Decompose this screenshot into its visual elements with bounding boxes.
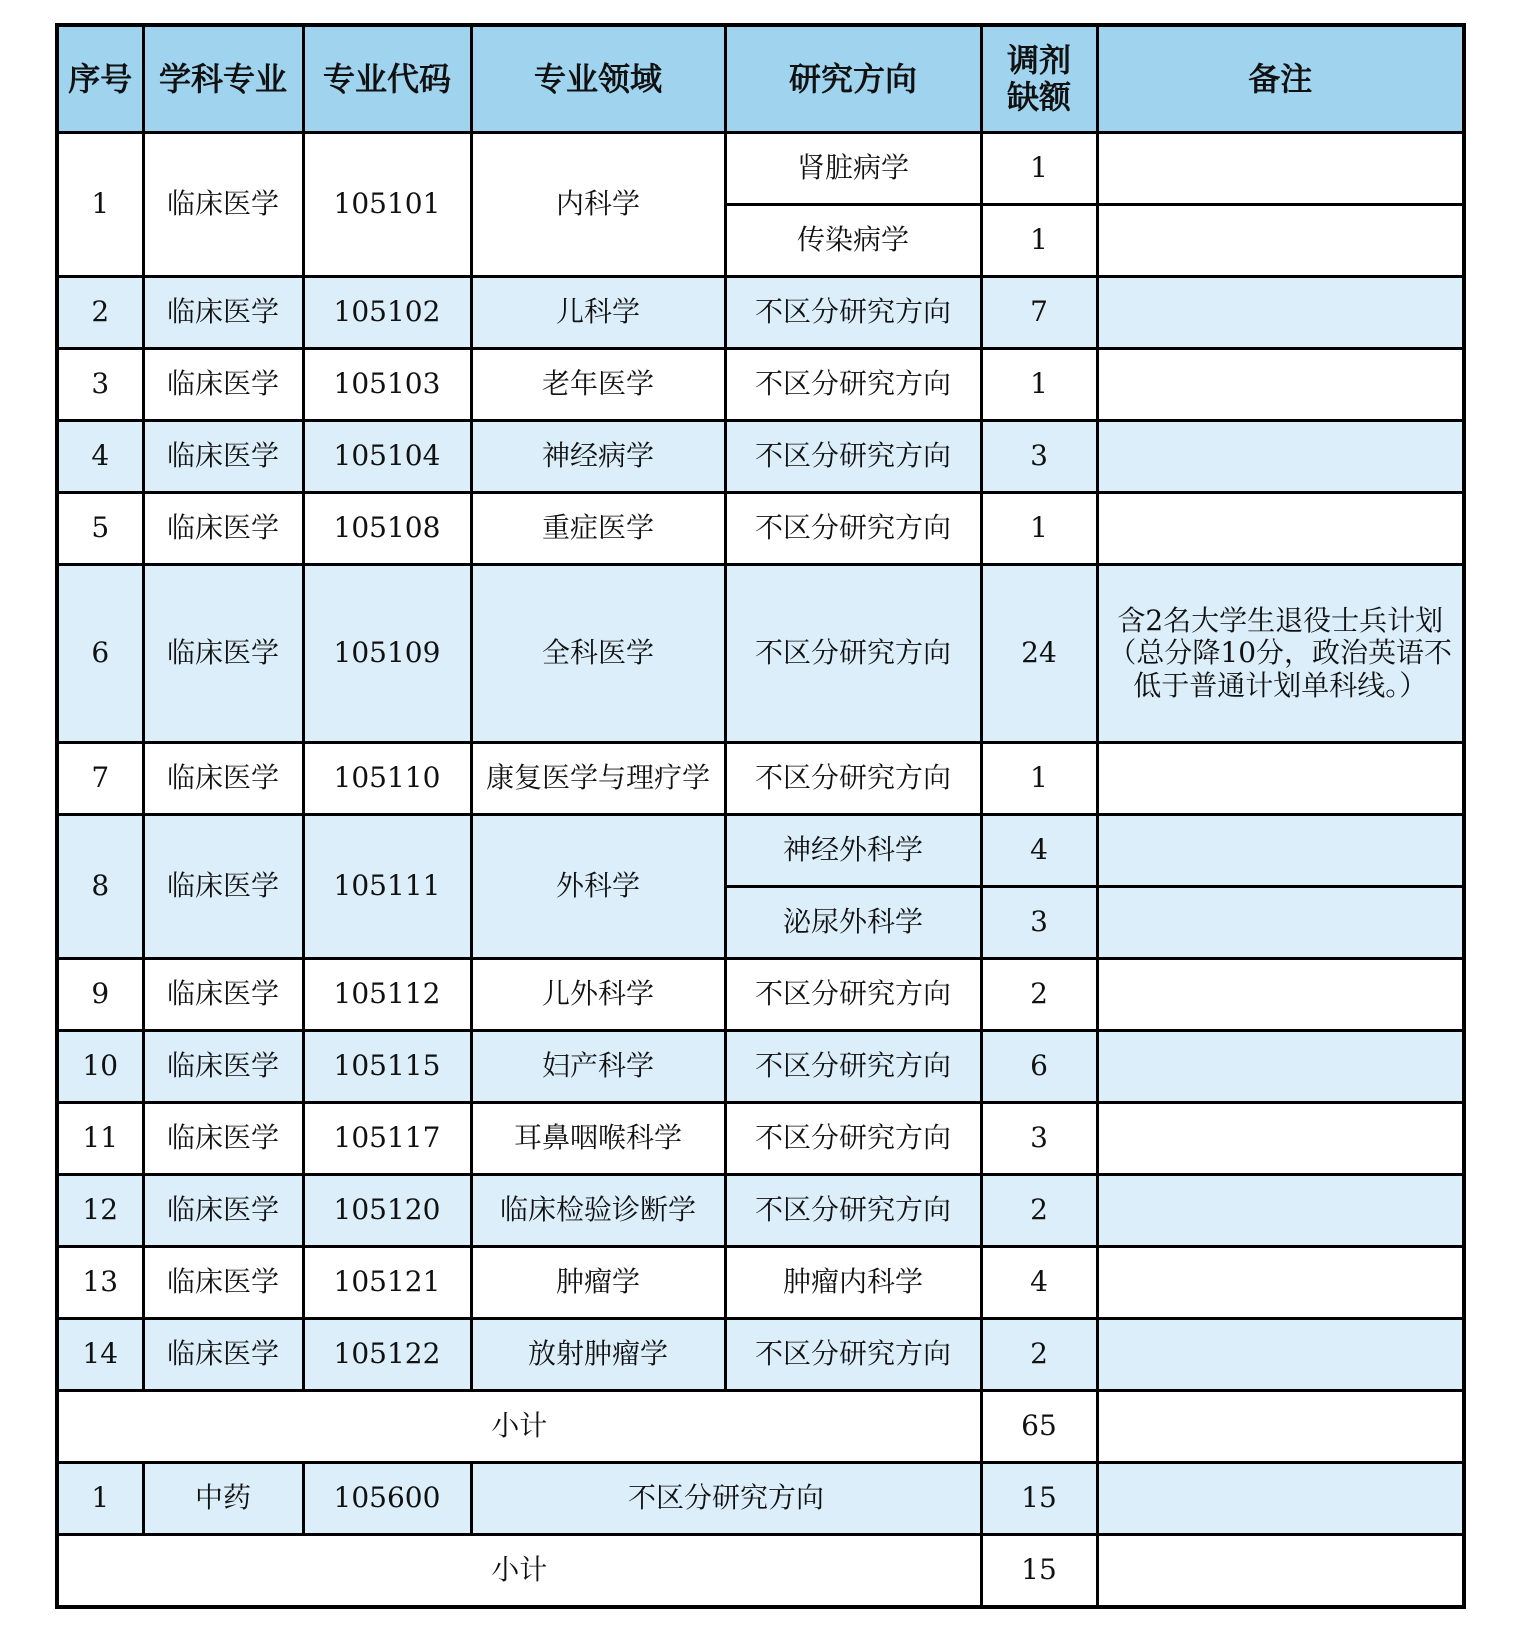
- subtotal-label: 小计: [57, 1391, 981, 1463]
- quota-table: [55, 23, 1466, 1609]
- cell-direction: 传染病学: [725, 205, 981, 277]
- table-row: [57, 277, 1464, 349]
- cell-seq: 14: [57, 1319, 143, 1391]
- header-note: 备注: [1097, 25, 1464, 133]
- cell-subject: 临床医学: [143, 1175, 303, 1247]
- cell-code: 105115: [303, 1031, 471, 1103]
- cell-seq: 1: [57, 133, 143, 277]
- cell-code: 105122: [303, 1319, 471, 1391]
- table-row: [57, 1247, 1464, 1319]
- cell-quota: 3: [981, 887, 1097, 959]
- subtotal-row: [57, 1391, 1464, 1463]
- cell-seq: 2: [57, 277, 143, 349]
- cell-note: [1097, 205, 1464, 277]
- table-row: [57, 133, 1464, 205]
- cell-subject: 临床医学: [143, 133, 303, 277]
- cell-direction: 不区分研究方向: [471, 1463, 981, 1535]
- cell-quota: 1: [981, 493, 1097, 565]
- cell-seq: 5: [57, 493, 143, 565]
- cell-note: [1097, 887, 1464, 959]
- cell-code: 105121: [303, 1247, 471, 1319]
- table-row: [57, 349, 1464, 421]
- cell-seq: 12: [57, 1175, 143, 1247]
- cell-code: 105104: [303, 421, 471, 493]
- cell-note: [1097, 1535, 1464, 1607]
- cell-note: [1097, 1103, 1464, 1175]
- header-row: [57, 25, 1464, 133]
- table-row: [57, 1103, 1464, 1175]
- table-row: [57, 1463, 1464, 1535]
- cell-code: 105103: [303, 349, 471, 421]
- header-quota-line1: 调剂: [1006, 41, 1071, 80]
- subtotal-quota: 65: [981, 1391, 1097, 1463]
- cell-field: 放射肿瘤学: [471, 1319, 725, 1391]
- cell-subject: 临床医学: [143, 959, 303, 1031]
- cell-subject: 临床医学: [143, 1103, 303, 1175]
- cell-field: 神经病学: [471, 421, 725, 493]
- cell-code: 105600: [303, 1463, 471, 1535]
- cell-direction: 不区分研究方向: [725, 277, 981, 349]
- cell-quota: 4: [981, 815, 1097, 887]
- table-row: [57, 1031, 1464, 1103]
- cell-field: 临床检验诊断学: [471, 1175, 725, 1247]
- table-row: [57, 1175, 1464, 1247]
- cell-field: 内科学: [471, 133, 725, 277]
- table-row: [57, 493, 1464, 565]
- cell-note: [1097, 1319, 1464, 1391]
- cell-quota: 15: [981, 1463, 1097, 1535]
- cell-quota: 3: [981, 1103, 1097, 1175]
- table-row: [57, 421, 1464, 493]
- cell-quota: 4: [981, 1247, 1097, 1319]
- cell-quota: 24: [981, 565, 1097, 743]
- cell-subject: 临床医学: [143, 565, 303, 743]
- cell-seq: 9: [57, 959, 143, 1031]
- cell-seq: 10: [57, 1031, 143, 1103]
- cell-note: [1097, 1175, 1464, 1247]
- cell-direction: 不区分研究方向: [725, 743, 981, 815]
- cell-quota: 6: [981, 1031, 1097, 1103]
- cell-field: 重症医学: [471, 493, 725, 565]
- cell-quota: 1: [981, 743, 1097, 815]
- cell-seq: 6: [57, 565, 143, 743]
- cell-quota: 7: [981, 277, 1097, 349]
- cell-field: 儿科学: [471, 277, 725, 349]
- cell-quota: 1: [981, 133, 1097, 205]
- cell-field: 耳鼻咽喉科学: [471, 1103, 725, 1175]
- cell-subject: 临床医学: [143, 493, 303, 565]
- cell-direction: 不区分研究方向: [725, 1103, 981, 1175]
- cell-direction: 不区分研究方向: [725, 1319, 981, 1391]
- header-code: 专业代码: [303, 25, 471, 133]
- cell-subject: 临床医学: [143, 277, 303, 349]
- cell-note: [1097, 133, 1464, 205]
- cell-quota: 1: [981, 349, 1097, 421]
- cell-subject: 临床医学: [143, 421, 303, 493]
- cell-note: [1097, 421, 1464, 493]
- cell-code: 105109: [303, 565, 471, 743]
- subtotal-row: [57, 1535, 1464, 1607]
- table-row: [57, 959, 1464, 1031]
- cell-subject: 临床医学: [143, 1247, 303, 1319]
- cell-quota: 2: [981, 1175, 1097, 1247]
- cell-subject: 临床医学: [143, 349, 303, 421]
- cell-seq: 1: [57, 1463, 143, 1535]
- cell-code: 105111: [303, 815, 471, 959]
- cell-seq: 11: [57, 1103, 143, 1175]
- cell-quota: 1: [981, 205, 1097, 277]
- cell-quota: 2: [981, 959, 1097, 1031]
- cell-field: 外科学: [471, 815, 725, 959]
- subtotal-label: 小计: [57, 1535, 981, 1607]
- cell-direction: 不区分研究方向: [725, 493, 981, 565]
- cell-note: [1097, 349, 1464, 421]
- table-row: [57, 815, 1464, 887]
- cell-seq: 7: [57, 743, 143, 815]
- header-subject: 学科专业: [143, 25, 303, 133]
- cell-quota: 2: [981, 1319, 1097, 1391]
- header-field: 专业领域: [471, 25, 725, 133]
- header-direction: 研究方向: [725, 25, 981, 133]
- cell-note: 含2名大学生退役士兵计划（总分降10分，政治英语不低于普通计划单科线。）: [1097, 565, 1464, 743]
- table-row: [57, 743, 1464, 815]
- cell-code: 105117: [303, 1103, 471, 1175]
- cell-subject: 临床医学: [143, 1319, 303, 1391]
- cell-code: 105110: [303, 743, 471, 815]
- cell-seq: 4: [57, 421, 143, 493]
- cell-note: [1097, 1391, 1464, 1463]
- cell-note: [1097, 1247, 1464, 1319]
- cell-direction: 不区分研究方向: [725, 349, 981, 421]
- cell-note: [1097, 959, 1464, 1031]
- cell-code: 105112: [303, 959, 471, 1031]
- cell-note: [1097, 493, 1464, 565]
- cell-seq: 8: [57, 815, 143, 959]
- table-row: [57, 565, 1464, 743]
- cell-direction: 肿瘤内科学: [725, 1247, 981, 1319]
- cell-direction: 不区分研究方向: [725, 1031, 981, 1103]
- cell-seq: 13: [57, 1247, 143, 1319]
- cell-code: 105120: [303, 1175, 471, 1247]
- cell-direction: 肾脏病学: [725, 133, 981, 205]
- cell-subject: 临床医学: [143, 743, 303, 815]
- cell-seq: 3: [57, 349, 143, 421]
- cell-direction: 神经外科学: [725, 815, 981, 887]
- cell-note: [1097, 815, 1464, 887]
- cell-field: 妇产科学: [471, 1031, 725, 1103]
- cell-direction: 不区分研究方向: [725, 565, 981, 743]
- cell-code: 105101: [303, 133, 471, 277]
- cell-direction: 不区分研究方向: [725, 959, 981, 1031]
- cell-field: 肿瘤学: [471, 1247, 725, 1319]
- cell-note: [1097, 743, 1464, 815]
- cell-direction: 不区分研究方向: [725, 421, 981, 493]
- subtotal-quota: 15: [981, 1535, 1097, 1607]
- cell-subject: 中药: [143, 1463, 303, 1535]
- header-seq: 序号: [57, 25, 143, 133]
- cell-subject: 临床医学: [143, 815, 303, 959]
- cell-quota: 3: [981, 421, 1097, 493]
- cell-subject: 临床医学: [143, 1031, 303, 1103]
- cell-code: 105108: [303, 493, 471, 565]
- header-quota: [981, 25, 1097, 133]
- cell-note: [1097, 277, 1464, 349]
- cell-note: [1097, 1031, 1464, 1103]
- cell-note: [1097, 1463, 1464, 1535]
- cell-direction: 泌尿外科学: [725, 887, 981, 959]
- cell-code: 105102: [303, 277, 471, 349]
- cell-field: 老年医学: [471, 349, 725, 421]
- cell-field: 儿外科学: [471, 959, 725, 1031]
- cell-field: 康复医学与理疗学: [471, 743, 725, 815]
- header-quota-line2: 缺额: [1006, 78, 1071, 116]
- cell-direction: 不区分研究方向: [725, 1175, 981, 1247]
- table-row: [57, 1319, 1464, 1391]
- cell-field: 全科医学: [471, 565, 725, 743]
